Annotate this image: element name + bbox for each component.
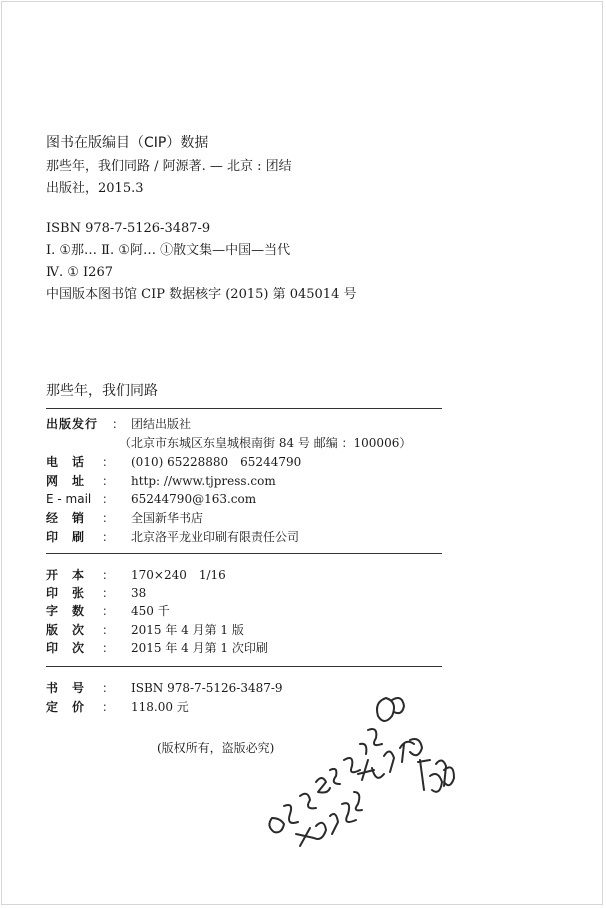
row-label: 定 价 [46, 700, 86, 714]
row-label: 字 数 [46, 604, 86, 618]
row-label: 经 销 [46, 511, 86, 525]
row-value: 170×240 1/16 [131, 568, 226, 582]
row-label: 开 本 [46, 568, 86, 582]
row-value: （北京市东城区东皇城根南街 84 号 邮编 ：100006） [119, 436, 412, 450]
row-value: 2015 年 4 月第 1 次印刷 [131, 641, 268, 655]
row-label: 印 张 [46, 586, 86, 600]
row-colon: ： [102, 641, 115, 655]
cip-line-publisher: 出版社，2015.3 [46, 181, 144, 196]
row-value: 118.00 元 [131, 700, 189, 714]
cip-line-class-number: Ⅳ. ① I267 [46, 265, 113, 280]
cip-line-record-number: 中国版本图书馆 CIP 数据核字 (2015) 第 045014 号 [46, 287, 357, 302]
row-colon: ： [102, 474, 115, 488]
divider [46, 666, 442, 667]
row-colon: ： [102, 700, 115, 714]
row-label: 出版发行 [46, 417, 99, 431]
cip-line-isbn: ISBN 978-7-5126-3487-9 [46, 221, 211, 236]
copyright-notice: (版权所有，盗版必究) [157, 741, 275, 755]
row-label: 印 刷 [46, 530, 86, 544]
cip-line-title: 那些年，我们同路 / 阿源著. — 北京 : 团结 [46, 159, 292, 174]
row-label: 电 话 [46, 455, 86, 469]
row-colon: ： [102, 568, 115, 582]
row-colon: ： [102, 604, 115, 618]
row-value: 38 [131, 586, 147, 600]
cip-record [46, 132, 566, 306]
row-value: http: //www.tjpress.com [131, 474, 276, 488]
row-colon: ： [102, 455, 115, 469]
row-value: 北京洛平龙业印刷有限责任公司 [131, 530, 300, 544]
row-label: 书 号 [46, 681, 86, 695]
row-value: 450 千 [131, 604, 170, 618]
divider [46, 553, 442, 554]
row-label: 网 址 [46, 474, 86, 488]
row-colon: ： [102, 623, 115, 637]
row-colon: ： [102, 681, 115, 695]
row-value: 全国新华书店 [131, 511, 204, 525]
row-value: 65244790@163.com [131, 492, 257, 506]
row-colon: ： [102, 511, 115, 525]
row-value: (010) 65228880 65244790 [131, 455, 302, 469]
row-value: 团结出版社 [131, 417, 192, 431]
row-colon: ： [112, 417, 125, 431]
row-value: ISBN 978-7-5126-3487-9 [131, 681, 283, 695]
cip-line-classification: Ⅰ. ①那… Ⅱ. ①阿… ①散文集—中国—当代 [46, 243, 291, 258]
row-label: 印 次 [46, 641, 86, 655]
cip-heading: 图书在版编目（CIP）数据 [46, 135, 209, 151]
row-colon: ： [102, 586, 115, 600]
divider [46, 408, 442, 409]
row-label: E - mail [46, 492, 92, 506]
row-colon: ： [102, 492, 115, 506]
row-label: 版 次 [46, 623, 86, 637]
row-colon: ： [102, 530, 115, 544]
book-title: 那些年，我们同路 [46, 383, 158, 399]
row-value: 2015 年 4 月第 1 版 [131, 623, 244, 637]
